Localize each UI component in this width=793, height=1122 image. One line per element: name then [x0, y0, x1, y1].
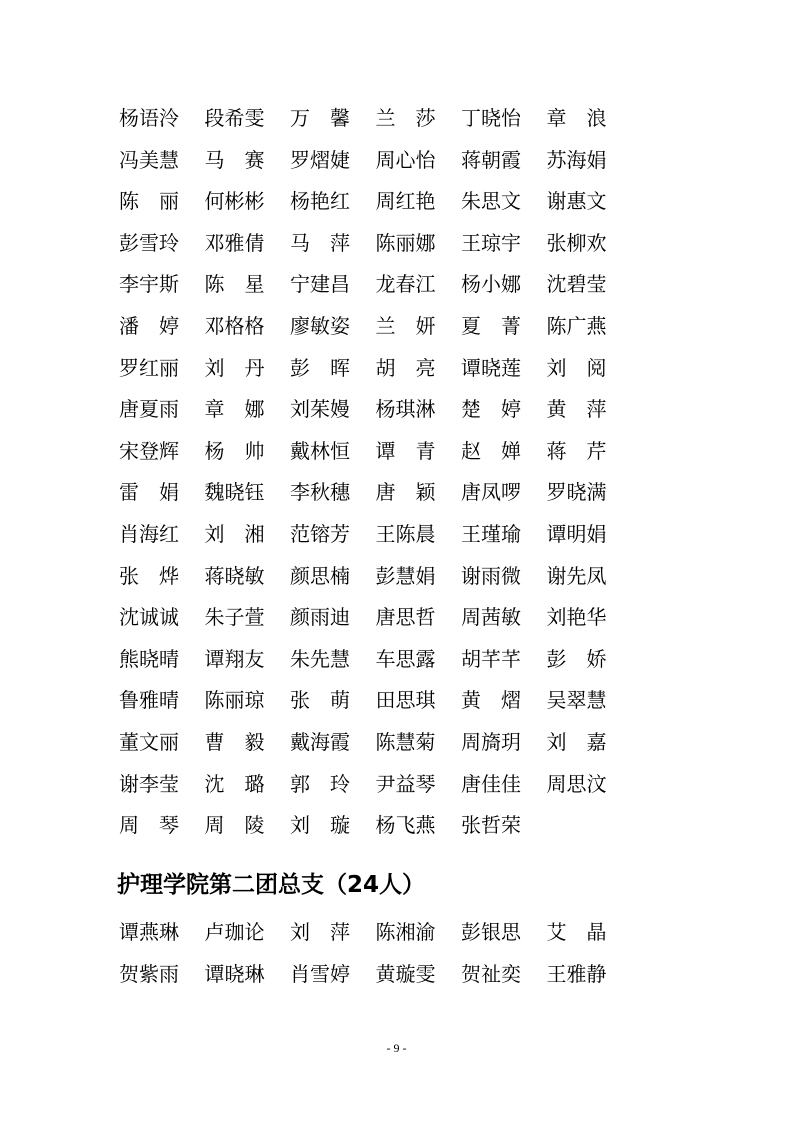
person-name: 丁晓怡 — [461, 106, 521, 130]
person-name: 王瑾瑜 — [461, 522, 521, 546]
person-name: 蒋晓敏 — [204, 563, 265, 588]
person-name: 唐思哲 — [375, 605, 436, 630]
person-name: 刘 湘 — [204, 522, 265, 546]
person-name: 颜雨迪 — [290, 605, 350, 630]
person-name: 唐夏雨 — [119, 397, 179, 422]
person-name: 刘 阅 — [546, 355, 607, 380]
person-name: 宁建昌 — [290, 272, 350, 297]
person-name: 陈广燕 — [546, 314, 607, 338]
person-name: 谢惠文 — [546, 189, 607, 214]
person-name: 陈慧菊 — [375, 730, 436, 754]
person-name: 彭 娇 — [546, 646, 607, 671]
person-name: 赵 婵 — [461, 438, 521, 463]
person-name: 兰 莎 — [375, 106, 436, 130]
person-name: 夏 菁 — [461, 314, 521, 338]
person-name: 陈 丽 — [119, 189, 179, 214]
person-name: 谭 青 — [375, 438, 436, 463]
person-name: 田思琪 — [375, 688, 436, 713]
person-name: 魏晓钰 — [204, 480, 265, 505]
person-name: 陈丽娜 — [375, 230, 436, 255]
person-name: 楚 婷 — [461, 397, 521, 422]
person-name: 周思汶 — [546, 771, 607, 796]
person-name: 周 陵 — [204, 813, 265, 838]
person-name: 张 萌 — [290, 688, 350, 713]
person-name: 雷 娟 — [119, 480, 179, 505]
person-name: 宋登辉 — [119, 438, 179, 463]
section-heading: 护理学院第二团总支（24人） — [117, 872, 426, 898]
person-name: 何彬彬 — [204, 189, 265, 214]
person-name: 郭 玲 — [290, 771, 350, 796]
person-name: 蒋朝霞 — [461, 147, 521, 172]
person-name: 陈丽琼 — [204, 688, 265, 713]
person-name: 罗熠婕 — [290, 147, 350, 172]
person-name: 彭 晖 — [290, 355, 350, 380]
person-name: 贺祉奕 — [461, 962, 521, 986]
person-name: 肖海红 — [119, 522, 179, 546]
person-name: 黄 熠 — [461, 688, 521, 713]
person-name: 万 馨 — [290, 106, 350, 130]
person-name: 刘 萍 — [290, 920, 350, 944]
person-name: 李秋穗 — [290, 480, 350, 505]
person-name: 沈碧莹 — [546, 272, 607, 297]
person-name: 章 浪 — [546, 106, 607, 130]
person-name: 谢李莹 — [119, 771, 179, 796]
person-name: 朱思文 — [461, 189, 521, 214]
person-name: 杨小娜 — [461, 272, 521, 297]
person-name: 戴林恒 — [290, 438, 350, 463]
person-name: 邓雅倩 — [204, 230, 265, 255]
person-name: 周心怡 — [375, 147, 436, 172]
person-name: 刘 嘉 — [546, 730, 607, 754]
person-name: 周红艳 — [375, 189, 436, 214]
person-name: 谭翔友 — [204, 646, 265, 671]
person-name: 熊晓晴 — [119, 646, 179, 671]
person-name: 胡芊芊 — [461, 646, 521, 671]
person-name: 兰 妍 — [375, 314, 436, 338]
person-name: 王雅静 — [546, 962, 607, 986]
person-name: 沈 璐 — [204, 771, 265, 796]
person-name: 谢雨微 — [461, 563, 521, 588]
person-name: 王琼宇 — [461, 230, 521, 255]
person-name: 周 琴 — [119, 813, 179, 838]
person-name: 张柳欢 — [546, 230, 607, 255]
person-name: 廖敏姿 — [290, 314, 350, 338]
person-name: 杨语泠 — [119, 106, 179, 130]
person-name: 罗晓满 — [546, 480, 607, 505]
person-name: 肖雪婷 — [290, 962, 350, 986]
person-name: 黄璇雯 — [375, 962, 436, 986]
person-name: 彭慧娟 — [375, 563, 436, 588]
person-name: 罗红丽 — [119, 355, 179, 380]
person-name: 朱先慧 — [290, 646, 350, 671]
person-name: 胡 亮 — [375, 355, 436, 380]
person-name: 沈诚诚 — [119, 605, 179, 630]
person-name: 吴翠慧 — [546, 688, 607, 713]
person-name: 杨琪淋 — [375, 397, 436, 422]
person-name: 章 娜 — [204, 397, 265, 422]
person-name: 谭晓琳 — [204, 962, 265, 986]
person-name: 刘艳华 — [546, 605, 607, 630]
person-name: 唐凤啰 — [461, 480, 521, 505]
person-name: 卢珈论 — [204, 920, 265, 944]
person-name: 潘 婷 — [119, 314, 179, 338]
person-name: 贺紫雨 — [119, 962, 179, 986]
person-name: 颜思楠 — [290, 563, 350, 588]
person-name: 苏海娟 — [546, 147, 607, 172]
person-name: 曹 毅 — [204, 730, 265, 754]
person-name: 马 赛 — [204, 147, 265, 172]
person-name: 谭燕琳 — [119, 920, 179, 944]
person-name: 段希雯 — [204, 106, 265, 130]
person-name: 谭明娟 — [546, 522, 607, 546]
person-name: 马 萍 — [290, 230, 350, 255]
person-name: 刘茱嫚 — [290, 397, 350, 422]
person-name: 龙春江 — [375, 272, 436, 297]
person-name: 王陈晨 — [375, 522, 436, 546]
person-name: 周旖玥 — [461, 730, 521, 754]
person-name: 董文丽 — [119, 730, 179, 754]
person-name: 谭晓莲 — [461, 355, 521, 380]
person-name: 张 烨 — [119, 563, 179, 588]
person-name: 蒋 芹 — [546, 438, 607, 463]
person-name: 杨艳红 — [290, 189, 350, 214]
person-name: 车思露 — [375, 646, 436, 671]
person-name: 刘 璇 — [290, 813, 350, 838]
person-name: 艾 晶 — [546, 920, 607, 944]
person-name: 尹益琴 — [375, 771, 436, 796]
person-name: 李宇斯 — [119, 272, 179, 297]
person-name: 范镕芳 — [290, 522, 350, 546]
person-name: 刘 丹 — [204, 355, 265, 380]
person-name: 朱子萱 — [204, 605, 265, 630]
person-name: 鲁雅晴 — [119, 688, 179, 713]
person-name: 戴海霞 — [290, 730, 350, 754]
person-name: 黄 萍 — [546, 397, 607, 422]
person-name: 张哲荣 — [461, 813, 521, 838]
page-number: - 9 - — [386, 1041, 407, 1055]
person-name: 杨飞燕 — [375, 813, 436, 838]
person-name: 彭雪玲 — [119, 230, 179, 255]
person-name: 唐佳佳 — [461, 771, 521, 796]
person-name: 陈 星 — [204, 272, 265, 297]
person-name: 陈湘渝 — [375, 920, 436, 944]
person-name: 彭银思 — [461, 920, 521, 944]
person-name: 邓格格 — [204, 314, 265, 338]
person-name: 周茜敏 — [461, 605, 521, 630]
person-name: 冯美慧 — [119, 147, 179, 172]
person-name: 谢先凤 — [546, 563, 607, 588]
person-name: 唐 颖 — [375, 480, 436, 505]
person-name: 杨 帅 — [204, 438, 265, 463]
